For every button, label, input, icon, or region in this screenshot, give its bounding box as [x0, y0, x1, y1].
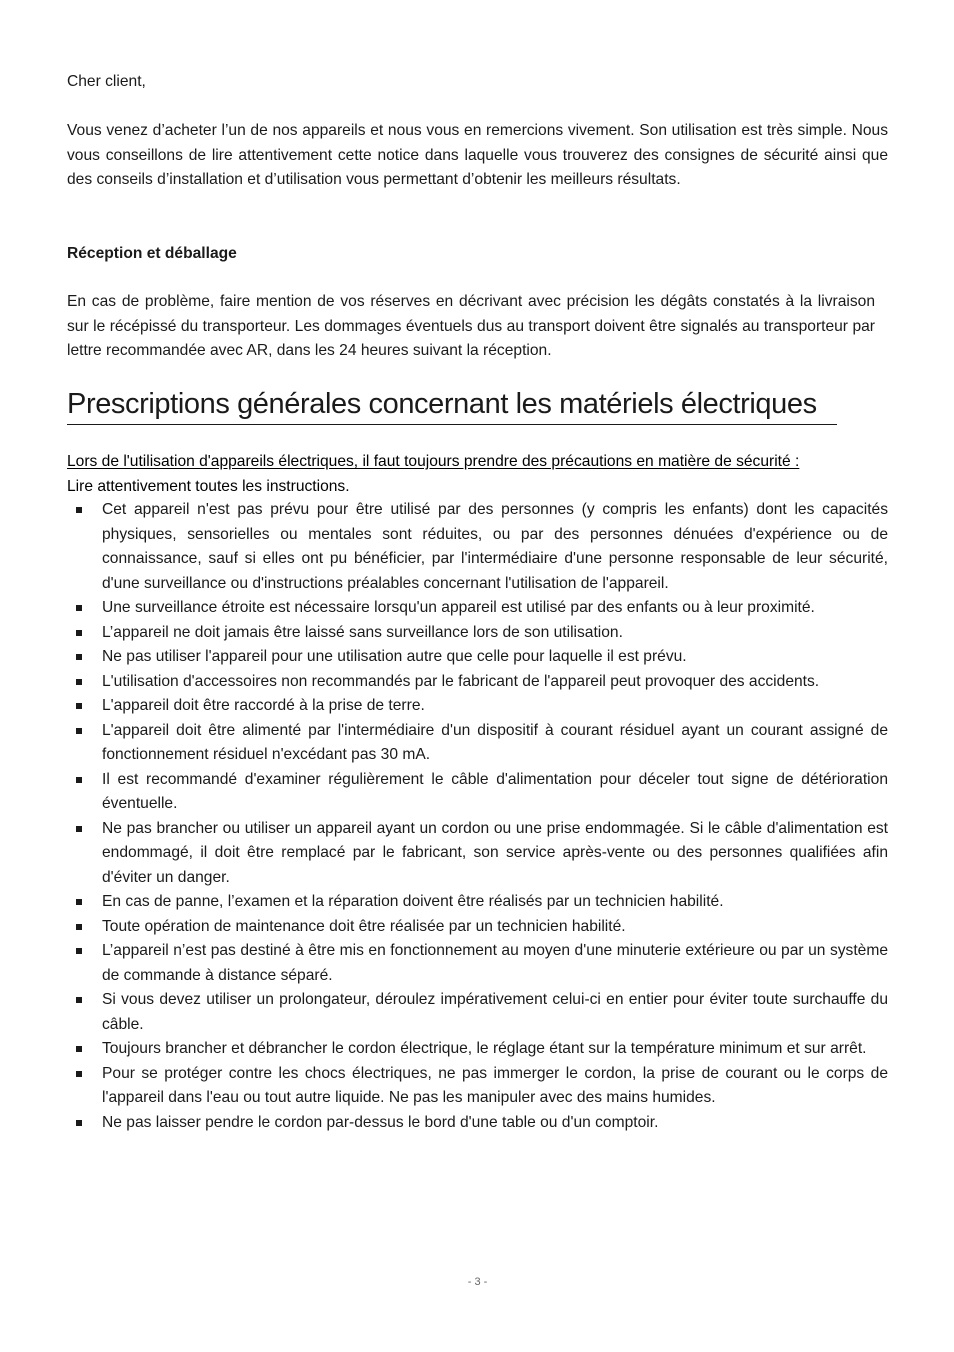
rule-text: L'utilisation d'accessoires non recommandés par le fabricant de l'appareil peut provoquer des accidents. — [102, 672, 820, 690]
square-bullet-icon — [76, 948, 82, 954]
square-bullet-icon — [76, 899, 82, 905]
rule-text: Une surveillance étroite est nécessaire lorsqu'un appareil est utilisé par des enfants ou à leur proximité. — [102, 599, 815, 616]
rule-text: En cas de panne, l’examen et la réparation doivent être réalisés par un technicien habilité. — [102, 893, 724, 910]
rule-text: Pour se protéger contre les chocs électriques, ne pas immerger le cordon, la prise de courant ou le corps de l'appareil dans l'eau ou tout autre liquide. Ne pas les manipuler avec des mains humides. — [102, 1064, 888, 1106]
rule-text: L'appareil doit être raccordé à la prise de terre. — [102, 697, 425, 714]
list-item — [67, 915, 888, 940]
list-item — [67, 694, 888, 719]
square-bullet-icon — [76, 997, 82, 1003]
list-item — [67, 670, 888, 695]
square-bullet-icon — [76, 1046, 82, 1052]
list-item — [67, 890, 888, 915]
rule-text: Toute opération de maintenance doit être réalisée par un technicien habilité. — [102, 917, 626, 935]
list-item — [67, 1111, 888, 1136]
safety-lead: Lors de l'utilisation d'appareils électriques, il faut toujours prendre des précautions en matière de sécurité : — [67, 453, 800, 470]
page-number: - 3 - — [467, 1276, 488, 1288]
square-bullet-icon — [76, 605, 82, 611]
intro-paragraph: Vous venez d’acheter l’un de nos appareils et nous vous en remercions vivement. Son utilisation est très simple. Nous vous conseillons de lire attentivement cette notice dans laquelle vous trouverez des consignes de sécurité ainsi que des conseils d’installation et d’utilisation vous permettant d’obtenir les meilleurs résultats. — [67, 122, 888, 188]
reception-section-title: Réception et déballage — [67, 245, 237, 262]
safety-sublead: Lire attentivement toutes les instructions. — [67, 477, 350, 495]
list-item — [67, 719, 888, 768]
rule-text: L'appareil doit être alimenté par l'intermédiaire d'un dispositif à courant résiduel ayant un courant assigné de fonctionnement résiduel n'excédant pas 30 mA. — [102, 721, 888, 763]
rule-text: Toujours brancher et débrancher le cordon électrique, le réglage étant sur la température minimum et sur arrêt. — [102, 1040, 867, 1057]
list-item — [67, 988, 888, 1037]
square-bullet-icon — [76, 630, 82, 636]
safety-heading: Prescriptions générales concernant les matériels électriques — [67, 384, 837, 425]
safety-intro — [67, 450, 888, 499]
square-bullet-icon — [76, 1120, 82, 1126]
square-bullet-icon — [76, 1071, 82, 1077]
square-bullet-icon — [76, 924, 82, 930]
salutation: Cher client, — [67, 73, 146, 90]
rule-text: L’appareil n’est pas destiné à être mis en fonctionnement au moyen d'une minuterie extérieure ou par un système de commande à distance séparé. — [102, 942, 888, 984]
square-bullet-icon — [76, 703, 82, 709]
square-bullet-icon — [76, 654, 82, 660]
rule-text: L’appareil ne doit jamais être laissé sans surveillance lors de son utilisation. — [102, 623, 623, 641]
rule-text: Cet appareil n'est pas prévu pour être utilisé par des personnes (y compris les enfants) dont les capacités physiques, sensorielles ou mentales sont réduites, ou par des personnes dénuées d'expérience ou de connaissance, sauf si elles ont pu bénéficier, par l'intermédiaire d'une personne responsable de leur sécurité, d'une surveillance ou d'instructions préalables concernant l'utilisation de l'appareil. — [102, 501, 888, 592]
document-page — [67, 0, 888, 1352]
list-item — [67, 498, 888, 596]
rule-text: Ne pas laisser pendre le cordon par-dessus le bord d'une table ou d'un comptoir. — [102, 1113, 659, 1131]
rule-text: Il est recommandé d'examiner régulièrement le câble d'alimentation pour déceler tout signe de détérioration éventuelle. — [102, 770, 888, 812]
list-item — [67, 645, 888, 670]
list-item — [67, 939, 888, 988]
list-item — [67, 621, 888, 646]
list-item — [67, 1037, 888, 1062]
square-bullet-icon — [76, 826, 82, 832]
list-item — [67, 768, 888, 817]
square-bullet-icon — [76, 777, 82, 783]
square-bullet-icon — [76, 728, 82, 734]
list-item — [67, 596, 888, 621]
list-item — [67, 817, 888, 891]
rule-text: Ne pas utiliser l'appareil pour une utilisation autre que celle pour laquelle il est prévu. — [102, 648, 687, 665]
safety-rules-list — [67, 498, 888, 1135]
rule-text: Si vous devez utiliser un prolongateur, déroulez impérativement celui-ci en entier pour éviter toute surchauffe du câble. — [102, 991, 888, 1033]
reception-paragraph: En cas de problème, faire mention de vos réserves en décrivant avec précision les dégâts constatés à la livraison sur le récépissé du transporteur. Les dommages éventuels dus au transport doivent être signalés au transporteur par lettre recommandée avec AR, dans les 24 heures suivant la réception. — [67, 293, 875, 359]
list-item — [67, 1062, 888, 1111]
square-bullet-icon — [76, 679, 82, 685]
rule-text: Ne pas brancher ou utiliser un appareil ayant un cordon ou une prise endommagée. Si le câble d'alimentation est endommagé, il doit être remplacé par le fabricant, son service après-vente ou des personnes qualifiées afin d'éviter un danger. — [102, 819, 888, 886]
square-bullet-icon — [76, 507, 82, 513]
